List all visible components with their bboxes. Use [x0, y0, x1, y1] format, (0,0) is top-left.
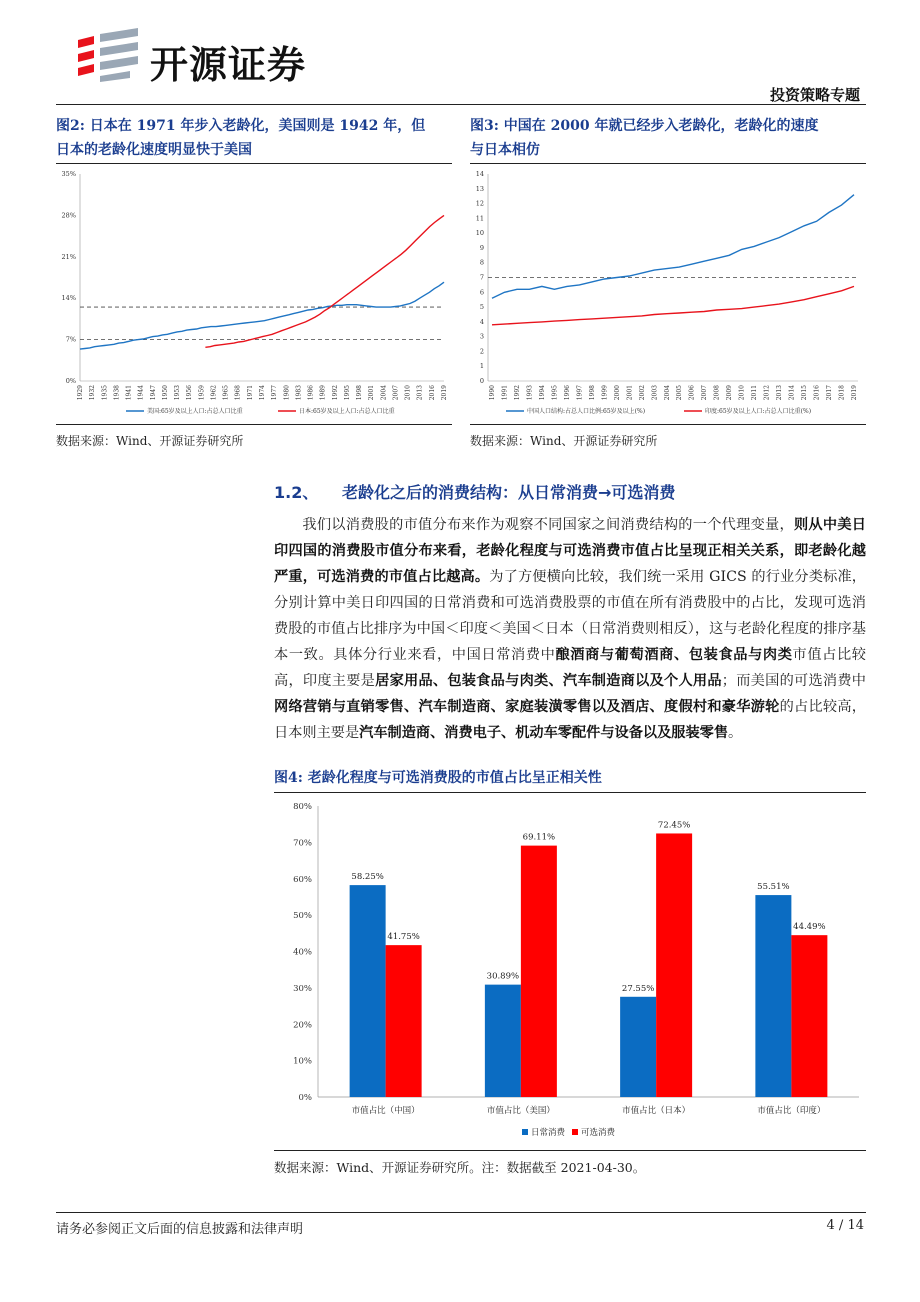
bar-daily-consumption — [485, 985, 521, 1097]
x-tick-label: 1950 — [161, 385, 169, 401]
x-tick-label: 1974 — [259, 385, 266, 401]
x-tick-label: 1989 — [319, 385, 327, 401]
footer-disclaimer: 请务必参阅正文后面的信息披露和法律声明 — [56, 1222, 304, 1237]
x-tick-label: 2007 — [392, 385, 400, 401]
x-tick-label: 1947 — [149, 385, 157, 401]
paragraph-text: 市值占比较高，印度主要是 — [274, 647, 866, 689]
bar-value-label: 44.49% — [793, 922, 826, 933]
x-tick-label: 2009 — [726, 385, 734, 401]
section-number: 1.2、 — [274, 483, 319, 502]
legend-label: 美国:65岁及以上人口:占总人口比重 — [147, 408, 243, 415]
x-tick-label: 2003 — [651, 385, 659, 401]
figure-4-top-rule — [274, 792, 866, 793]
y-tick-label: 60% — [293, 874, 312, 885]
x-category-label: 市值占比（中国） — [351, 1106, 420, 1116]
x-tick-label: 2007 — [701, 385, 709, 401]
figure-3-top-rule — [470, 163, 866, 164]
x-tick-label: 2016 — [813, 385, 821, 401]
paragraph-text: 我们以消费股的市值分布来作为观察不同国家之间消费结构的一个代理变量， — [302, 517, 794, 533]
x-tick-label: 2011 — [751, 385, 759, 401]
header-rule — [56, 104, 866, 105]
x-tick-label: 1998 — [588, 385, 596, 401]
y-tick-label: 70% — [293, 838, 312, 849]
y-tick-label: 11 — [475, 214, 484, 223]
x-category-label: 市值占比（日本） — [622, 1106, 691, 1116]
body-paragraph — [274, 512, 866, 746]
x-tick-label: 1996 — [563, 385, 571, 401]
x-tick-label: 1991 — [501, 385, 509, 401]
x-tick-label: 1986 — [307, 385, 315, 401]
figure-2-title — [56, 114, 456, 162]
footer-rule — [56, 1212, 866, 1213]
paragraph-emphasis: 酿酒商与葡萄酒商、包装食品与肉类 — [555, 647, 793, 663]
bar-discretionary-consumption — [791, 935, 827, 1097]
x-tick-label: 2014 — [788, 385, 796, 401]
legend-swatch — [522, 1129, 528, 1135]
x-tick-label: 2013 — [776, 385, 784, 401]
y-tick-label: 0% — [65, 377, 76, 385]
bar-discretionary-consumption — [386, 945, 422, 1097]
x-tick-label: 1929 — [77, 385, 84, 401]
figure-2-title-line2: 日本的老龄化速度明显快于美国 — [56, 142, 252, 158]
y-tick-label: 7% — [65, 335, 76, 344]
y-tick-label: 80% — [293, 802, 312, 812]
y-tick-label: 3 — [479, 332, 484, 341]
x-tick-label: 1962 — [210, 385, 218, 401]
section-heading — [274, 480, 675, 503]
x-tick-label: 2005 — [676, 385, 684, 401]
x-tick-label: 1994 — [538, 385, 546, 401]
y-tick-label: 7 — [479, 273, 484, 282]
figure-4-bottom-rule — [274, 1150, 866, 1151]
y-tick-label: 13 — [475, 184, 484, 193]
y-tick-label: 6 — [479, 288, 484, 297]
x-tick-label: 1968 — [234, 385, 242, 401]
y-tick-label: 4 — [479, 317, 484, 326]
figure-2-chart — [56, 166, 452, 422]
x-tick-label: 1998 — [356, 385, 364, 401]
x-tick-label: 2015 — [801, 385, 809, 401]
x-tick-label: 1992 — [513, 385, 521, 401]
figure-3-bottom-rule — [470, 424, 866, 425]
x-tick-label: 1992 — [331, 385, 339, 401]
x-tick-label: 1932 — [89, 385, 97, 401]
figure-4-source: 数据来源：Wind、开源证券研究所。注：数据截至 2021-04-30。 — [274, 1160, 646, 1175]
y-tick-label: 1 — [479, 362, 484, 371]
bar-value-label: 30.89% — [486, 971, 520, 982]
y-tick-label: 40% — [293, 947, 312, 958]
x-tick-label: 2001 — [368, 385, 376, 401]
x-tick-label: 1956 — [186, 385, 194, 401]
figure-4-title: 图4: 老龄化程度与可选消费股的市值占比呈正相关性 — [274, 770, 602, 786]
x-tick-label: 2006 — [688, 385, 696, 401]
x-tick-label: 1971 — [246, 385, 254, 401]
y-tick-label: 0 — [479, 377, 484, 385]
paragraph-text: 的占比较高，日本则主要是 — [274, 699, 866, 741]
bar-daily-consumption — [350, 885, 386, 1097]
x-tick-label: 1944 — [137, 385, 145, 401]
bar-value-label: 27.55% — [621, 983, 655, 994]
x-tick-label: 2017 — [826, 385, 834, 401]
y-tick-label: 35% — [61, 170, 76, 178]
x-tick-label: 2019 — [851, 385, 858, 401]
bar-value-label: 72.45% — [657, 820, 691, 831]
x-tick-label: 1990 — [489, 385, 496, 401]
x-category-label: 市值占比（印度） — [757, 1106, 826, 1116]
y-tick-label: 0% — [298, 1093, 312, 1103]
brand-name: 开源证券 — [150, 43, 307, 87]
y-tick-label: 50% — [293, 911, 312, 922]
y-tick-label: 21% — [61, 252, 76, 261]
x-tick-label: 2002 — [638, 385, 646, 401]
figure-3-title — [470, 114, 870, 162]
bar-daily-consumption — [755, 895, 791, 1097]
bar-discretionary-consumption — [656, 833, 692, 1097]
y-tick-label: 14% — [61, 294, 76, 303]
legend-swatch — [572, 1129, 578, 1135]
x-tick-label: 2010 — [738, 385, 746, 401]
legend-label: 日本:65岁及以上人口:占总人口比重 — [299, 408, 395, 415]
x-tick-label: 1977 — [271, 385, 279, 401]
figure-3-chart — [470, 166, 866, 422]
legend-label: 中国人口结构:占总人口比例:65岁及以上(%) — [527, 408, 646, 415]
x-tick-label: 1959 — [198, 385, 206, 401]
x-tick-label: 2001 — [626, 385, 634, 401]
legend-label: 日常消费 — [531, 1128, 566, 1138]
x-tick-label: 1983 — [295, 385, 303, 401]
china-aging-line — [492, 195, 854, 299]
y-tick-label: 10% — [293, 1056, 312, 1067]
figure-4-chart — [274, 796, 866, 1146]
x-tick-label: 2004 — [663, 385, 671, 401]
x-tick-label: 2000 — [613, 385, 621, 401]
figure-3-title-line2: 与日本相仿 — [470, 142, 540, 158]
figure-3-title-line1: 图3: 中国在 2000 年就已经步入老龄化，老龄化的速度 — [470, 118, 819, 134]
page-number: 4 / 14 — [826, 1218, 864, 1233]
y-tick-label: 5 — [479, 303, 484, 312]
bar-value-label: 58.25% — [351, 872, 384, 883]
x-tick-label: 2012 — [763, 385, 771, 401]
x-tick-label: 2013 — [416, 385, 424, 401]
paragraph-emphasis: 则从中美日印四国的消费股市值分布来看，老龄化程度与可选消费市值占比呈现正相关关系，即老龄化越严重，可选消费的市值占比越高。 — [274, 517, 866, 585]
bar-discretionary-consumption — [521, 846, 557, 1097]
x-tick-label: 2016 — [428, 385, 436, 401]
legend-label: 印度:65岁及以上人口:占总人口比重(%) — [705, 408, 812, 415]
y-tick-label: 20% — [293, 1020, 312, 1031]
figure-2-top-rule — [56, 163, 452, 164]
y-tick-label: 14 — [475, 170, 484, 178]
x-tick-label: 1980 — [283, 385, 291, 401]
y-tick-label: 30% — [293, 983, 312, 994]
x-tick-label: 1938 — [113, 385, 121, 401]
x-tick-label: 1941 — [125, 385, 133, 401]
figure-2-source: 数据来源：Wind、开源证券研究所 — [56, 434, 244, 448]
bar-value-label: 41.75% — [387, 932, 420, 943]
document-type: 投资策略专题 — [769, 86, 860, 104]
y-tick-label: 2 — [479, 347, 484, 356]
x-tick-label: 1965 — [222, 385, 230, 401]
paragraph-emphasis: 居家用品、包装食品与肉类、汽车制造商以及个人用品 — [375, 673, 722, 689]
y-tick-label: 8 — [479, 258, 484, 267]
bar-daily-consumption — [620, 997, 656, 1097]
x-tick-label: 2010 — [404, 385, 412, 401]
india-aging-line — [492, 286, 854, 324]
x-tick-label: 1995 — [343, 385, 351, 401]
x-tick-label: 2008 — [713, 385, 721, 401]
paragraph-text: ；而美国的可选消费中 — [721, 673, 866, 689]
y-tick-label: 12 — [475, 199, 484, 208]
legend-label: 可选消费 — [581, 1128, 616, 1138]
japan-aging-line — [205, 215, 444, 347]
x-tick-label: 1935 — [101, 385, 109, 401]
x-tick-label: 1997 — [576, 385, 584, 401]
paragraph-emphasis: 网络营销与直销零售、汽车制造商、家庭装潢零售以及酒店、度假村和豪华游轮 — [274, 699, 780, 715]
x-tick-label: 1953 — [174, 385, 182, 401]
y-tick-label: 28% — [61, 211, 76, 220]
paragraph-text: 为了方便横向比较，我们统一采用 GICS 的行业分类标准，分别计算中美日印四国的日常消费和可选消费股票的市值在所有消费股中的占比，发现可选消费股的市值占比排序为中国＜印度＜美国＜日本（日常消费则相反），这与老龄化程度的排序基本一致。具体分行业来看，中国日常消费中 — [274, 569, 866, 663]
x-tick-label: 1993 — [526, 385, 534, 401]
section-title: 老龄化之后的消费结构：从日常消费→可选消费 — [341, 483, 676, 502]
y-tick-label: 10 — [475, 229, 484, 238]
bar-value-label: 69.11% — [522, 832, 556, 843]
figure-2-title-line1: 图2: 日本在 1971 年步入老龄化，美国则是 1942 年，但 — [56, 118, 426, 134]
y-tick-label: 9 — [479, 243, 484, 252]
paragraph-text: 。 — [728, 725, 743, 741]
usa-aging-line — [80, 282, 444, 349]
x-category-label: 市值占比（美国） — [486, 1106, 555, 1116]
x-tick-label: 2019 — [441, 385, 448, 401]
x-tick-label: 2018 — [838, 385, 846, 401]
brand-logo-icon — [74, 28, 142, 82]
bar-value-label: 55.51% — [757, 882, 790, 893]
x-tick-label: 1999 — [601, 385, 609, 401]
figure-3-source: 数据来源：Wind、开源证券研究所 — [470, 434, 658, 448]
x-tick-label: 1995 — [551, 385, 559, 401]
x-tick-label: 2004 — [380, 385, 388, 401]
figure-2-bottom-rule — [56, 424, 452, 425]
paragraph-emphasis: 汽车制造商、消费电子、机动车零配件与设备以及服装零售 — [359, 725, 729, 741]
